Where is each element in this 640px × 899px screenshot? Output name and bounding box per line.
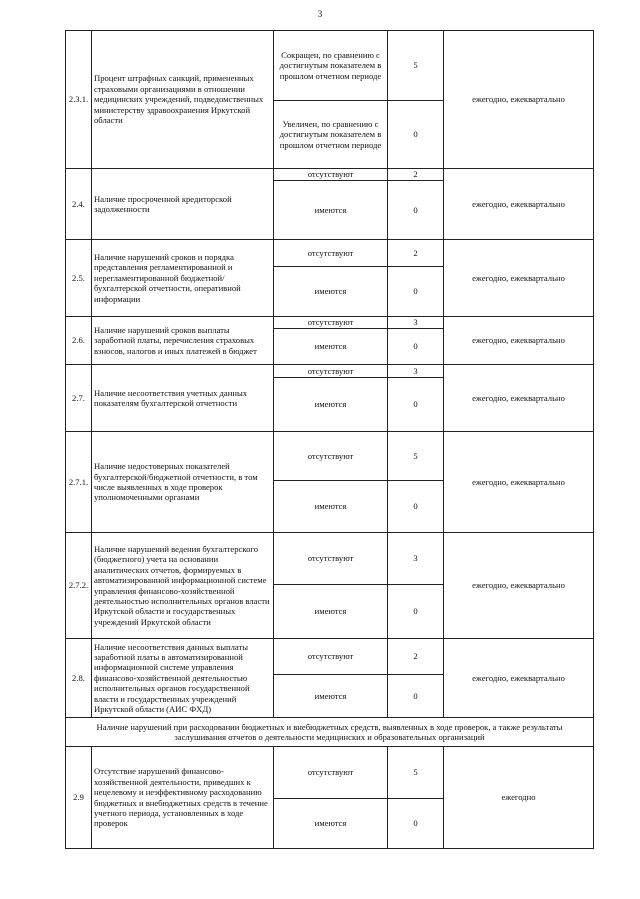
option-score: 0	[388, 101, 444, 169]
table-row	[66, 533, 594, 585]
option-label: имеются	[274, 585, 388, 639]
row-number: 2.4.	[66, 169, 92, 240]
frequency: ежегодно, ежеквартально	[444, 169, 594, 240]
criterion-name: Наличие недостоверных показателей бухгалтерской/бюджетной отчетности, в том числе выявленных в ходе проверок уполномоченными органами	[92, 432, 274, 533]
row-number: 2.7.1.	[66, 432, 92, 533]
option-score: 0	[388, 799, 444, 849]
option-label: имеются	[274, 181, 388, 240]
frequency: ежегодно, ежеквартально	[444, 240, 594, 317]
option-label: отсутствуют	[274, 432, 388, 481]
row-number: 2.3.1.	[66, 31, 92, 169]
criteria-table	[65, 30, 594, 849]
option-label: отсутствуют	[274, 240, 388, 267]
table-row	[66, 240, 594, 267]
criterion-name: Наличие несоответствия данных выплаты заработной платы в автоматизированной информационной системе управления финансово-хозяйственной деятельностью исполнительных органов государственной власти и государственных учреждений Иркутской области (АИС ФХД)	[92, 639, 274, 718]
option-label: имеются	[274, 378, 388, 432]
criterion-name: Наличие просроченной кредиторской задолженности	[92, 169, 274, 240]
option-score: 5	[388, 31, 444, 101]
row-number: 2.7.	[66, 365, 92, 432]
option-score: 0	[388, 675, 444, 718]
table-row	[66, 639, 594, 675]
option-label: имеются	[274, 481, 388, 533]
option-label: имеются	[274, 799, 388, 849]
option-score: 0	[388, 181, 444, 240]
option-label: имеются	[274, 267, 388, 317]
table-row	[66, 432, 594, 481]
table-row	[66, 317, 594, 329]
option-label: Сокращен, по сравнению с достигнутым показателем в прошлом отчетном периоде	[274, 31, 388, 101]
option-score: 3	[388, 317, 444, 329]
frequency: ежегодно, ежеквартально	[444, 432, 594, 533]
table-row	[66, 747, 594, 799]
criterion-name: Отсутствие нарушений финансово-хозяйственной деятельности, приведших к нецелевому и неэффективному расходованию бюджетных и внебюджетных средств в течение учетного периода, установленных в ходе проверок	[92, 747, 274, 849]
option-label: Увеличен, по сравнению с достигнутым показателем в прошлом отчетном периоде	[274, 101, 388, 169]
table-row	[66, 718, 594, 747]
option-score: 0	[388, 267, 444, 317]
option-score: 5	[388, 432, 444, 481]
table-row	[66, 169, 594, 181]
criterion-name: Наличие нарушений сроков и порядка представления регламентированной и нерегламентированной бюджетной/бухгалтерской отчетности, оперативной информации	[92, 240, 274, 317]
option-score: 3	[388, 365, 444, 378]
section-header: Наличие нарушений при расходовании бюджетных и внебюджетных средств, выявленных в ходе проверок, а также результаты заслушивания отчетов о деятельности медицинских и образовательных организаций	[66, 718, 594, 747]
option-label: имеются	[274, 329, 388, 365]
option-score: 0	[388, 378, 444, 432]
option-score: 0	[388, 481, 444, 533]
criterion-name: Наличие несоответствия учетных данных показателям бухгалтерской отчетности	[92, 365, 274, 432]
frequency: ежегодно, ежеквартально	[444, 317, 594, 365]
frequency: ежегодно, ежеквартально	[444, 365, 594, 432]
row-number: 2.5.	[66, 240, 92, 317]
option-score: 0	[388, 585, 444, 639]
criterion-name: Наличие нарушений сроков выплаты заработной платы, перечисления страховых взносов, налогов и иных платежей в бюджет	[92, 317, 274, 365]
option-score: 2	[388, 240, 444, 267]
option-label: отсутствуют	[274, 317, 388, 329]
table-row	[66, 31, 594, 101]
row-number: 2.6.	[66, 317, 92, 365]
option-score: 2	[388, 639, 444, 675]
option-score: 5	[388, 747, 444, 799]
option-label: имеются	[274, 675, 388, 718]
option-score: 2	[388, 169, 444, 181]
option-score: 3	[388, 533, 444, 585]
option-label: отсутствуют	[274, 639, 388, 675]
row-number: 2.7.2.	[66, 533, 92, 639]
option-score: 0	[388, 329, 444, 365]
row-number: 2.8.	[66, 639, 92, 718]
table-row	[66, 365, 594, 378]
criterion-name: Процент штрафных санкций, примененных страховыми организациями в отношении медицинских учреждений, подведомственных министерству здравоохранения Иркутской области	[92, 31, 274, 169]
option-label: отсутствуют	[274, 169, 388, 181]
row-number: 2.9	[66, 747, 92, 849]
option-label: отсутствуют	[274, 747, 388, 799]
option-label: отсутствуют	[274, 365, 388, 378]
option-label: отсутствуют	[274, 533, 388, 585]
criterion-name: Наличие нарушений ведения бухгалтерского (бюджетного) учета на основании аналитических отчетов, формируемых в автоматизированной информационной системе управления финансово-хозяйственной деятельностью исполнительных органов власти Иркутской области и государственных учреждений Иркутской области	[92, 533, 274, 639]
frequency: ежегодно	[444, 747, 594, 849]
frequency: ежегодно, ежеквартально	[444, 533, 594, 639]
frequency: ежегодно, ежеквартально	[444, 639, 594, 718]
page-number: 3	[317, 9, 323, 19]
frequency: ежегодно, ежеквартально	[444, 31, 594, 169]
